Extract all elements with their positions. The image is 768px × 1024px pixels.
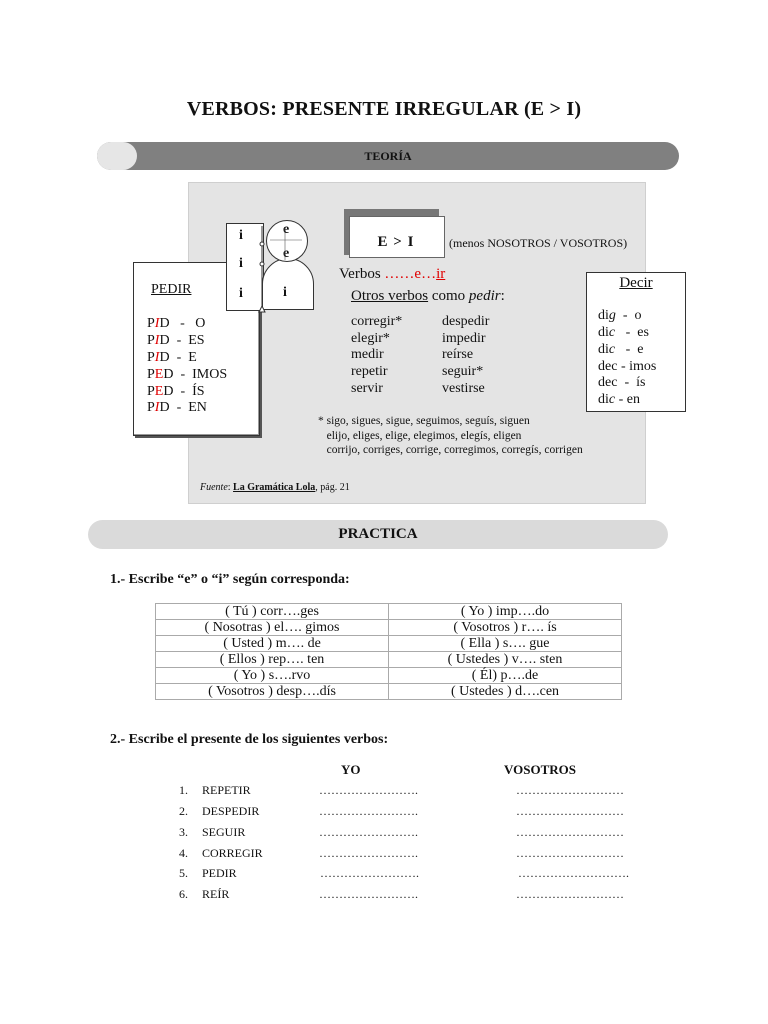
table-cell: ( Yo ) imp….do xyxy=(389,604,622,620)
pedir-row: PID - E xyxy=(147,350,197,365)
table-cell: ( Él) p….de xyxy=(389,668,622,684)
table-row xyxy=(156,668,622,684)
ei-label: E > I xyxy=(377,234,415,250)
verb-item: corregir* xyxy=(351,314,403,329)
stem-letter: i xyxy=(239,228,243,243)
irregular-note-line: * sigo, sigues, sigue, seguimos, seguís, siguen xyxy=(318,415,530,427)
pedir-row: PID - EN xyxy=(147,400,207,415)
list-number: 3. xyxy=(179,825,188,839)
page-title: VERBOS: PRESENTE IRREGULAR (E > I) xyxy=(186,98,582,120)
table-cell: ( Yo ) s….rvo xyxy=(156,668,389,684)
verb-name: CORREGIR xyxy=(202,846,263,860)
table-cell: ( Ellos ) rep…. ten xyxy=(156,652,389,668)
otros-verbos-line: Otros verbos como pedir: xyxy=(351,288,505,304)
table-row xyxy=(156,604,622,620)
pedir-row: PID - O xyxy=(147,316,206,331)
verb-item: vestirse xyxy=(442,381,485,396)
verb-name: DESPEDIR xyxy=(202,804,260,818)
table-cell: ( Vosotros ) r…. ís xyxy=(389,620,622,636)
table-row xyxy=(156,620,622,636)
decir-row: dic - en xyxy=(598,392,640,407)
table-cell: ( Ella ) s…. gue xyxy=(389,636,622,652)
pedir-title: PEDIR xyxy=(151,282,192,297)
verb-item: reírse xyxy=(442,347,474,362)
irregular-note-line: corrijo, corriges, corrige, corregimos, corregís, corrigen xyxy=(318,444,583,456)
practica-heading: PRACTICA xyxy=(338,526,418,542)
decir-row: dic - es xyxy=(598,325,649,340)
verb-item: impedir xyxy=(442,331,486,346)
list-number: 5. xyxy=(179,866,188,880)
answer-blank-yo[interactable]: ……………………. xyxy=(319,887,418,901)
answer-blank-yo[interactable]: ……………………. xyxy=(319,846,418,860)
table-cell: ( Ustedes ) d….cen xyxy=(389,684,622,700)
stem-letter: i xyxy=(283,285,287,300)
stem-letter: i xyxy=(239,256,243,271)
stem-letter: e xyxy=(283,246,290,261)
decir-title: Decir xyxy=(619,275,653,291)
column-header-yo: YO xyxy=(341,762,361,777)
teoria-heading: TEORÍA xyxy=(364,149,412,163)
stem-letter: e xyxy=(283,222,290,237)
column-header-vosotros: VOSOTROS xyxy=(504,762,576,777)
decir-row: dic - e xyxy=(598,342,644,357)
question-1: 1.- Escribe “e” o “i” según corresponda: xyxy=(110,572,350,587)
answer-blank-vosotros[interactable]: ……………………… xyxy=(516,887,624,901)
pedir-row: PED - IMOS xyxy=(147,367,228,382)
answer-blank-yo[interactable]: ……………………. xyxy=(319,825,418,839)
list-number: 1. xyxy=(179,783,188,797)
list-number: 6. xyxy=(179,887,188,901)
answer-blank-yo[interactable]: ……………………. xyxy=(319,783,418,797)
decir-row: dec - imos xyxy=(598,359,657,374)
table-row xyxy=(156,636,622,652)
exercise-1-table xyxy=(155,603,622,700)
verb-name: SEGUIR xyxy=(202,825,246,839)
pedir-row: PID - ES xyxy=(147,333,205,348)
list-number: 2. xyxy=(179,804,188,818)
answer-blank-vosotros[interactable]: ……………………… xyxy=(516,783,624,797)
table-cell: ( Ustedes ) v…. sten xyxy=(389,652,622,668)
table-row xyxy=(156,652,622,668)
decir-row: dig - o xyxy=(598,308,642,323)
ei-note: (menos NOSOTROS / VOSOTROS) xyxy=(449,236,628,250)
answer-blank-yo[interactable]: ……………………. xyxy=(319,804,418,818)
verb-item: servir xyxy=(351,381,383,396)
answer-blank-vosotros[interactable]: ……………………… xyxy=(516,825,624,839)
answer-blank-yo[interactable]: ……………………. xyxy=(320,866,419,880)
verb-item: repetir xyxy=(351,364,388,379)
irregular-note-line: elijo, eliges, elige, elegimos, elegís, eligen xyxy=(318,430,522,442)
list-number: 4. xyxy=(179,846,188,860)
answer-blank-vosotros[interactable]: ………………………. xyxy=(518,866,629,880)
verb-item: medir xyxy=(351,347,384,362)
verb-name: REPETIR xyxy=(202,783,251,797)
table-row xyxy=(156,684,622,700)
table-cell: ( Usted ) m…. de xyxy=(156,636,389,652)
verb-item: despedir xyxy=(442,314,490,329)
question-2: 2.- Escribe el presente de los siguientes verbos: xyxy=(110,732,389,747)
verb-item: elegir* xyxy=(351,331,390,346)
verb-name: PEDIR xyxy=(202,866,237,880)
verb-name: REÍR xyxy=(202,887,230,901)
table-cell: ( Vosotros ) desp….dís xyxy=(156,684,389,700)
source-citation: Fuente: La Gramática Lola, pág. 21 xyxy=(200,482,350,493)
verb-item: seguir* xyxy=(442,364,484,379)
table-cell: ( Nosotras ) el…. gimos xyxy=(156,620,389,636)
answer-blank-vosotros[interactable]: ……………………… xyxy=(516,846,624,860)
decir-row: dec - ís xyxy=(598,375,646,390)
pedir-row: PED - ÍS xyxy=(147,384,205,399)
answer-blank-vosotros[interactable]: ……………………… xyxy=(516,804,624,818)
verbos-pattern-line: Verbos ……e…ir xyxy=(339,266,446,282)
stem-letter: i xyxy=(239,286,243,301)
table-cell: ( Tú ) corr….ges xyxy=(156,604,389,620)
stem-connector-lines xyxy=(222,226,312,318)
